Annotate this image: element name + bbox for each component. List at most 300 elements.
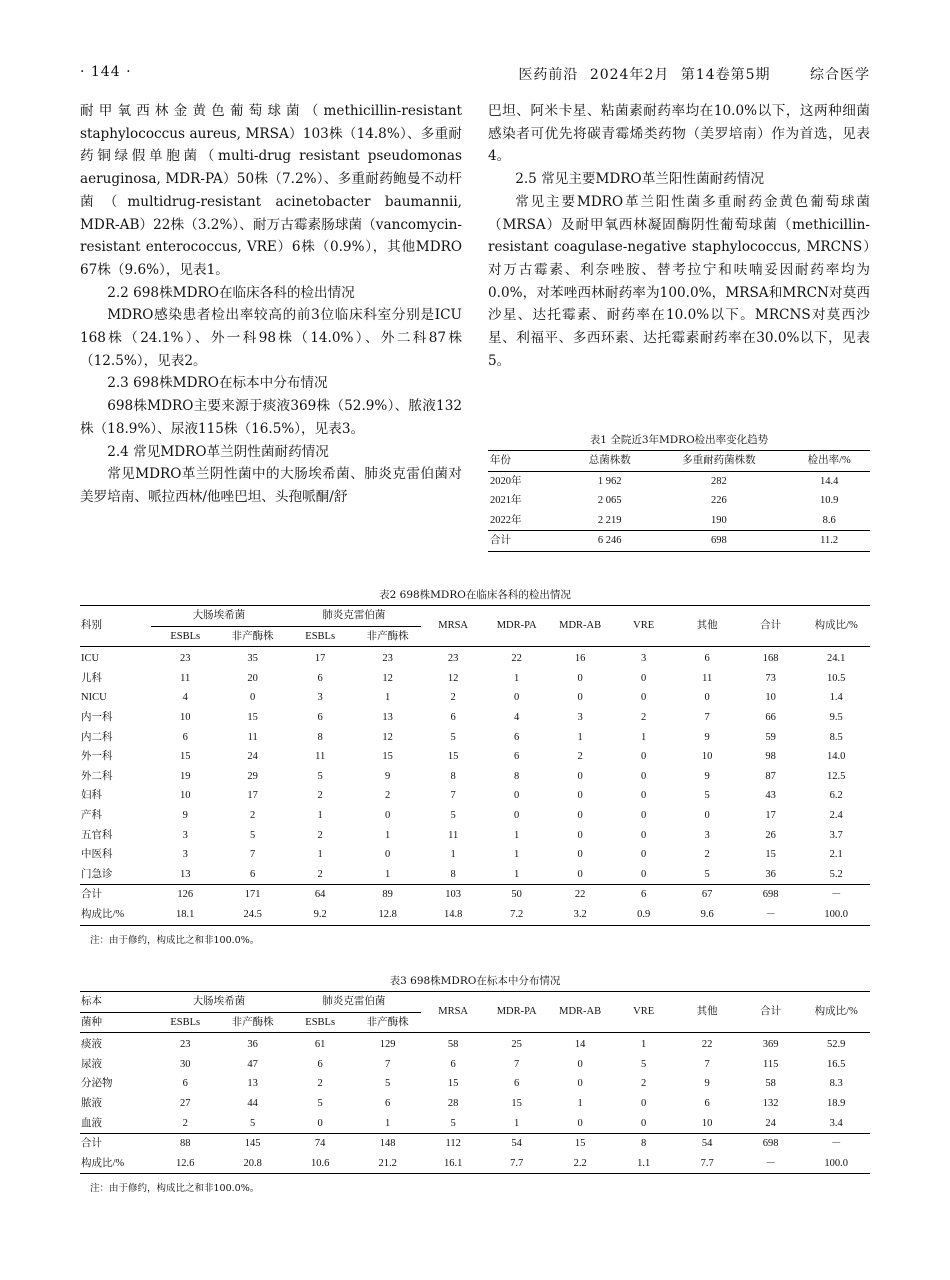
t3-stub-top: 标本 [80, 992, 151, 1013]
t3-table-cell: 0 [577, 1058, 583, 1070]
t2-table-cell: 64 [286, 885, 353, 905]
t2-table-cell: 15 [247, 711, 258, 723]
t2-table-row [80, 728, 870, 748]
t2-table-cell: 24 [247, 751, 258, 763]
t3-table-cell: 6 [704, 1097, 710, 1109]
t2-table-cell: 7 [450, 790, 456, 802]
t3-row-label: 合计 [80, 1134, 151, 1154]
t3-table-cell: － [802, 1134, 870, 1154]
left-column [80, 100, 462, 509]
t3-table-cell: 698 [739, 1134, 803, 1154]
t2-table-cell: 168 [762, 653, 779, 665]
t3-table-cell: 24 [765, 1117, 776, 1129]
results-paragraph-2-4: 常见MDRO革兰阴性菌中的大肠埃希菌、肺炎克雷伯菌对美罗培南、哌拉西林/他唑巴坦、头孢哌酮/舒 [80, 466, 462, 505]
t2-table-row [80, 767, 870, 787]
t1-header-mdro: 多重耐药菌株数 [649, 451, 788, 472]
t2-table-cell: 9 [704, 770, 710, 782]
t2-table-cell: 1 [641, 731, 647, 743]
t2-table-cell: － [765, 908, 776, 920]
t2-table-cell: 126 [151, 885, 218, 905]
t2-table-cell: 24.5 [243, 908, 262, 920]
t2-row-label: 中医科 [81, 849, 113, 861]
t2-table-cell: 0 [641, 751, 647, 763]
table-1-grid [488, 450, 870, 552]
page-header [80, 64, 870, 86]
t2-table-cell: 12.5 [827, 770, 846, 782]
results-paragraph-2-3: 698株MDRO主要来源于痰液369株（52.9%）、脓液132株（18.9%）、尿液115株（16.5%），见表3。 [80, 398, 462, 437]
t3-table-cell: 7.7 [700, 1157, 714, 1169]
t1-table-row [488, 491, 870, 511]
t3-table-cell: 13 [247, 1078, 258, 1090]
t3-table-cell: 16.5 [827, 1058, 846, 1070]
t3-row-label: 尿液 [81, 1058, 102, 1070]
t2-table-cell: 2 [317, 868, 323, 880]
t2-row-label: 内一科 [81, 711, 113, 723]
t1-table-cell: 14.4 [819, 475, 839, 487]
t2-table-cell: 2 [641, 711, 647, 723]
t3-table-cell: 54 [675, 1134, 739, 1154]
t2-table-cell: 1 [450, 849, 456, 861]
t3-table-cell: 8 [612, 1134, 676, 1154]
t1-header-rate: 检出率/% [788, 451, 870, 472]
t2-table-cell: 10 [179, 790, 191, 802]
t2-table-cell: 17 [247, 790, 258, 802]
t1-table-cell: 282 [711, 475, 727, 487]
t3-table-cell: 36 [247, 1039, 258, 1051]
t3-table-cell: 1 [577, 1097, 583, 1109]
t2-table-cell: 0 [385, 809, 391, 821]
t2-table-cell: 13 [382, 711, 393, 723]
t3-table-cell: 15 [447, 1078, 459, 1090]
t2-table-cell: 0 [514, 790, 520, 802]
t2-table-cell: 18.1 [176, 908, 195, 920]
table-3 [80, 973, 870, 1194]
t3-table-cell: 52.9 [827, 1039, 846, 1051]
t2-table-cell: 2.1 [829, 849, 843, 861]
t2-table-row [80, 826, 870, 846]
t2-table-cell: 15 [765, 849, 776, 861]
t2-table-row [80, 905, 870, 925]
t2-table-cell: 43 [765, 790, 776, 802]
t3-table-cell: 28 [447, 1097, 459, 1109]
t2-table-cell: 3 [641, 653, 647, 665]
t2-table-cell: 16 [574, 653, 586, 665]
t2-table-cell: 15 [447, 751, 459, 763]
t1-table-cell: 10.9 [819, 495, 839, 507]
t3-col-vre: VRE [612, 992, 676, 1033]
t3-table-cell: 22 [701, 1039, 713, 1051]
t3-col-total: 合计 [739, 992, 803, 1033]
t2-table-cell: 2.4 [829, 809, 843, 821]
t3-table-cell: 132 [762, 1097, 779, 1109]
table-3-header-row-1 [80, 992, 870, 1013]
t2-table-cell: 98 [765, 751, 776, 763]
t2-row-label: 外二科 [81, 770, 113, 782]
t3-table-cell: 369 [762, 1039, 779, 1051]
t1-table-cell: 190 [711, 514, 727, 526]
section-heading-2-2: 2.2 698株MDRO在临床各科的检出情况 [107, 284, 355, 301]
t2-table-cell: 9 [704, 731, 710, 743]
t2-table-cell: 6 [514, 731, 520, 743]
t2-table-cell: 0 [577, 692, 583, 704]
t3-table-cell: 2 [641, 1078, 647, 1090]
t2-col-mrsa: MRSA [421, 606, 485, 647]
t2-table-cell: 698 [739, 885, 803, 905]
t2-table-cell: 35 [247, 653, 258, 665]
t2-table-cell: 9 [182, 809, 188, 821]
t2-table-cell: 14.0 [827, 751, 846, 763]
t3-table-cell: 14 [574, 1039, 586, 1051]
t3-table-cell: 15 [548, 1134, 612, 1154]
t2-table-cell: 6 [612, 885, 676, 905]
t2-table-cell: 6 [182, 731, 188, 743]
t2-table-cell: 1 [577, 731, 583, 743]
t1-table-cell: 1 962 [597, 475, 622, 487]
t2-table-cell: 8 [317, 731, 323, 743]
t2-table-cell: 2 [250, 809, 256, 821]
t2-table-cell: 5 [704, 868, 710, 880]
t3-table-cell: 10 [701, 1117, 713, 1129]
t3-table-row [80, 1154, 870, 1174]
t2-table-row [80, 865, 870, 885]
t2-table-cell: 0 [577, 809, 583, 821]
t2-table-cell: 2 [385, 790, 391, 802]
t1-table-row [488, 531, 870, 552]
t2-table-row [80, 845, 870, 865]
table-1 [488, 432, 870, 552]
t2-table-cell: 1 [317, 849, 323, 861]
journal-section: 综合医学 [810, 67, 870, 83]
t2-table-cell: 2 [704, 849, 710, 861]
t2-table-cell: 0 [514, 692, 520, 704]
t3-table-row [80, 1033, 870, 1055]
table-2-caption: 表2 698株MDRO在临床各科的检出情况 [379, 589, 571, 601]
t2-sub-ecoli-esbl: ESBLs [151, 626, 218, 647]
t3-table-cell: 23 [179, 1039, 191, 1051]
t2-col-total: 合计 [739, 606, 803, 647]
t2-table-cell: 0 [577, 770, 583, 782]
t3-sub-kpn-non: 非产酶株 [354, 1012, 421, 1033]
t2-table-cell: 11 [702, 672, 713, 684]
t2-group-ecoli: 大肠埃希菌 [151, 606, 286, 627]
t3-table-cell: 5 [450, 1117, 456, 1129]
t2-table-cell: 0.9 [637, 908, 651, 920]
t2-table-cell: 10 [701, 751, 713, 763]
t2-table-cell: 11 [180, 672, 191, 684]
t2-row-label: 儿科 [81, 672, 102, 684]
t2-table-row [80, 669, 870, 689]
t2-col-mdrab: MDR-AB [548, 606, 612, 647]
t2-table-cell: 1 [514, 868, 520, 880]
t2-row-label: 产科 [81, 809, 102, 821]
t2-table-cell: 3 [182, 849, 188, 861]
t3-table-cell: 30 [179, 1058, 191, 1070]
t3-table-cell: 58 [447, 1039, 459, 1051]
t3-sub-ecoli-non: 非产酶株 [219, 1012, 286, 1033]
t2-table-cell: 0 [641, 809, 647, 821]
t2-table-cell: 24.1 [827, 653, 846, 665]
t2-table-cell: 0 [641, 849, 647, 861]
t2-table-cell: 8 [450, 770, 456, 782]
section-heading-2-3: 2.3 698株MDRO在标本中分布情况 [107, 375, 328, 392]
t2-table-cell: 5 [317, 770, 323, 782]
t3-table-cell: 1.1 [637, 1157, 651, 1169]
t2-table-cell: 59 [765, 731, 776, 743]
t3-table-cell: 88 [151, 1134, 218, 1154]
table-2-grid [80, 605, 870, 926]
t3-col-ratio: 构成比/% [802, 992, 870, 1033]
t1-table-row [488, 471, 870, 491]
t2-table-cell: 6 [450, 711, 456, 723]
t2-table-cell: 1 [385, 692, 391, 704]
t3-table-cell: 7.7 [510, 1157, 524, 1169]
t2-table-cell: 23 [382, 653, 393, 665]
t2-table-cell: 0 [641, 829, 647, 841]
t2-table-cell: 3 [182, 829, 188, 841]
t2-table-cell: 3 [577, 711, 583, 723]
t3-table-cell: 129 [379, 1039, 396, 1051]
t2-table-cell: 26 [765, 829, 776, 841]
t2-table-cell: 11 [247, 731, 258, 743]
t2-table-cell: 4 [182, 692, 188, 704]
t2-table-cell: 0 [704, 809, 710, 821]
t2-table-cell: 3 [704, 829, 710, 841]
t2-stub: 科别 [80, 606, 151, 647]
t3-table-cell: 100.0 [824, 1157, 848, 1169]
t3-table-cell: 9 [704, 1078, 710, 1090]
t3-col-mdrpa: MDR-PA [485, 992, 549, 1033]
t2-table-cell: 9 [385, 770, 391, 782]
t2-table-cell: 6 [317, 672, 323, 684]
t3-table-cell: 15 [511, 1097, 522, 1109]
t2-row-label: 构成比/% [81, 908, 125, 920]
t3-table-cell: 0 [641, 1097, 647, 1109]
t2-table-cell: 0 [641, 790, 647, 802]
t3-table-row [80, 1094, 870, 1114]
t2-table-cell: － [802, 885, 870, 905]
t2-table-cell: 89 [354, 885, 421, 905]
t3-table-row [80, 1055, 870, 1075]
t2-table-cell: 10.5 [827, 672, 846, 684]
table-3-caption: 表3 698株MDRO在标本中分布情况 [389, 975, 561, 987]
t1-row-label: 2022年 [490, 514, 522, 526]
t2-table-cell: 0 [577, 849, 583, 861]
t2-row-label: 妇科 [81, 790, 102, 802]
t3-table-cell: 5 [385, 1078, 391, 1090]
t3-table-cell: 6 [317, 1058, 323, 1070]
t2-table-cell: 10 [765, 692, 776, 704]
t2-table-cell: 1 [385, 829, 391, 841]
t3-table-cell: 6 [182, 1078, 188, 1090]
t2-table-cell: 3 [317, 692, 323, 704]
table-2 [80, 587, 870, 946]
t3-table-cell: 115 [762, 1058, 779, 1070]
t2-table-cell: 8 [514, 770, 520, 782]
t2-table-cell: 36 [765, 868, 776, 880]
t2-table-cell: 0 [577, 829, 583, 841]
table-1-header-row [488, 451, 870, 472]
t3-table-cell: 1 [514, 1117, 520, 1129]
t1-row-label: 合计 [488, 531, 570, 552]
t3-row-label: 分泌物 [81, 1078, 113, 1090]
t2-col-ratio: 构成比/% [802, 606, 870, 647]
t3-row-label: 构成比/% [81, 1157, 125, 1169]
t2-table-cell: 1.4 [829, 692, 843, 704]
t3-group-ecoli: 大肠埃希菌 [151, 992, 286, 1013]
right-column [488, 100, 870, 372]
t2-table-cell: 14.8 [443, 908, 463, 920]
t2-row-label: 五官科 [81, 829, 113, 841]
t2-table-cell: 2 [317, 829, 323, 841]
t2-group-kpn: 肺炎克雷伯菌 [286, 606, 421, 627]
t1-table-row [488, 511, 870, 531]
t2-table-cell: 29 [247, 770, 258, 782]
t2-table-cell: 0 [641, 770, 647, 782]
t2-table-cell: 9.6 [700, 908, 714, 920]
t2-table-cell: 9.2 [313, 908, 327, 920]
t2-table-cell: 15 [382, 751, 393, 763]
t2-table-cell: 8.5 [829, 731, 843, 743]
t1-table-cell: 226 [711, 495, 727, 507]
t2-table-cell: 171 [219, 885, 286, 905]
t2-table-row [80, 688, 870, 708]
t2-table-cell: 2 [450, 692, 456, 704]
t3-row-label: 痰液 [81, 1039, 102, 1051]
t3-table-cell: 21.2 [378, 1157, 397, 1169]
t3-table-cell: 5 [641, 1058, 647, 1070]
t3-table-cell: 112 [421, 1134, 485, 1154]
journal-info [518, 64, 870, 84]
t2-table-cell: 0 [385, 849, 391, 861]
t1-table-cell: 2 219 [597, 514, 622, 526]
t2-table-cell: 66 [765, 711, 776, 723]
t2-table-cell: 1 [317, 809, 323, 821]
t2-table-cell: 10 [179, 711, 191, 723]
t2-table-cell: 5.2 [829, 868, 843, 880]
t2-table-cell: 0 [514, 809, 520, 821]
t3-table-cell: 8.3 [829, 1078, 843, 1090]
t2-table-cell: 3.2 [573, 908, 587, 920]
t2-table-cell: 0 [250, 692, 256, 704]
t2-table-cell: 100.0 [824, 908, 848, 920]
t2-table-cell: 12 [447, 672, 459, 684]
t2-table-cell: 1 [514, 849, 520, 861]
t3-sub-ecoli-esbl: ESBLs [151, 1012, 218, 1033]
t1-row-label: 2021年 [490, 495, 522, 507]
t2-table-cell: 5 [250, 829, 256, 841]
t3-table-cell: 0 [577, 1078, 583, 1090]
table-2-header-row-1 [80, 606, 870, 627]
t2-sub-kpn-esbl: ESBLs [286, 626, 353, 647]
t1-table-cell: 8.6 [822, 514, 836, 526]
results-paragraph-1: 耐甲氧西林金黄色葡萄球菌（methicillin-resistant staphylococcus aureus, MRSA）103株（14.8%）、多重耐药铜绿假单胞菌（multi-drug resistant pseudomonas aeruginosa, MDR-PA）50株（7.2%）、多重耐药鲍曼不动杆菌（multidrug-resistant acinetobacter baumannii, MDR-AB）22株（3.2%）、耐万古霉素肠球菌（vancomycin-resistant enterococcus, VRE）6株（0.9%），其他MDRO 67株（9.6%），见表1。 [80, 103, 462, 278]
t3-table-cell: 12.6 [176, 1157, 195, 1169]
t2-table-cell: 67 [675, 885, 739, 905]
t1-row-label: 2020年 [490, 475, 522, 487]
t3-table-cell: 2.2 [573, 1157, 587, 1169]
t3-row-label: 脓液 [81, 1097, 102, 1109]
t2-row-label: 门急诊 [81, 868, 113, 880]
t3-row-label: 血液 [81, 1117, 102, 1129]
t2-table-row [80, 708, 870, 728]
t2-table-cell: 19 [179, 770, 191, 782]
t3-table-cell: 18.9 [827, 1097, 846, 1109]
t3-table-cell: 0 [577, 1117, 583, 1129]
t1-table-cell: 6 246 [570, 531, 649, 552]
t3-table-cell: 5 [317, 1097, 323, 1109]
t3-table-cell: 0 [641, 1117, 647, 1129]
t2-table-cell: 6 [250, 868, 256, 880]
t2-table-cell: 5 [450, 809, 456, 821]
t2-table-cell: 7 [704, 711, 710, 723]
table-1-caption: 表1 全院近3年MDRO检出率变化趋势 [589, 434, 769, 446]
t2-table-row [80, 885, 870, 905]
t2-row-label: 外一科 [81, 751, 113, 763]
t3-table-cell: 5 [250, 1117, 256, 1129]
t2-table-cell: 23 [179, 653, 191, 665]
t2-table-cell: 0 [641, 672, 647, 684]
table-3-note: 注：由于修约，构成比之和非100.0%。 [90, 1183, 260, 1195]
t2-sub-ecoli-non: 非产酶株 [219, 626, 286, 647]
t2-table-row [80, 806, 870, 826]
t1-table-cell: 698 [649, 531, 788, 552]
t3-table-cell: 7 [385, 1058, 391, 1070]
t2-table-cell: 87 [765, 770, 776, 782]
t3-col-mdrab: MDR-AB [548, 992, 612, 1033]
t3-table-cell: 2 [182, 1117, 188, 1129]
t2-table-cell: 50 [485, 885, 549, 905]
t2-col-mdrpa: MDR-PA [485, 606, 549, 647]
t3-table-cell: 6 [385, 1097, 391, 1109]
t3-table-cell: 27 [179, 1097, 191, 1109]
t2-table-cell: 4 [514, 711, 520, 723]
t3-table-cell: 1 [641, 1039, 647, 1051]
t3-table-cell: 20.8 [243, 1157, 262, 1169]
t2-table-cell: 5 [450, 731, 456, 743]
t2-table-cell: 8 [450, 868, 456, 880]
t3-table-row [80, 1074, 870, 1094]
table-3-grid [80, 991, 870, 1174]
t3-table-cell: 47 [247, 1058, 258, 1070]
t2-table-row [80, 747, 870, 767]
t2-table-cell: 2 [577, 751, 583, 763]
t3-table-cell: 7 [514, 1058, 520, 1070]
t3-table-cell: 0 [317, 1117, 323, 1129]
t2-table-cell: 13 [179, 868, 191, 880]
t2-table-cell: 11 [448, 829, 459, 841]
t2-table-cell: 6 [317, 711, 323, 723]
t2-table-cell: 17 [314, 653, 326, 665]
t3-table-cell: 10.6 [310, 1157, 330, 1169]
t2-table-cell: 0 [641, 692, 647, 704]
t2-table-cell: 15 [179, 751, 191, 763]
t2-col-other: 其他 [675, 606, 739, 647]
t2-table-cell: 23 [447, 653, 459, 665]
t2-table-cell: 0 [577, 672, 583, 684]
page-number: · 144 · [80, 64, 132, 80]
t2-col-vre: VRE [612, 606, 676, 647]
t3-col-mrsa: MRSA [421, 992, 485, 1033]
t3-table-cell: 6 [450, 1058, 456, 1070]
t2-table-cell: 0 [641, 868, 647, 880]
t3-table-cell: 25 [511, 1039, 522, 1051]
t1-header-total: 总菌株数 [570, 451, 649, 472]
t3-group-kpn: 肺炎克雷伯菌 [286, 992, 421, 1013]
t2-row-label: 合计 [80, 885, 151, 905]
t3-col-other: 其他 [675, 992, 739, 1033]
t1-table-cell: 2 065 [597, 495, 622, 507]
t2-row-label: 内二科 [81, 731, 113, 743]
